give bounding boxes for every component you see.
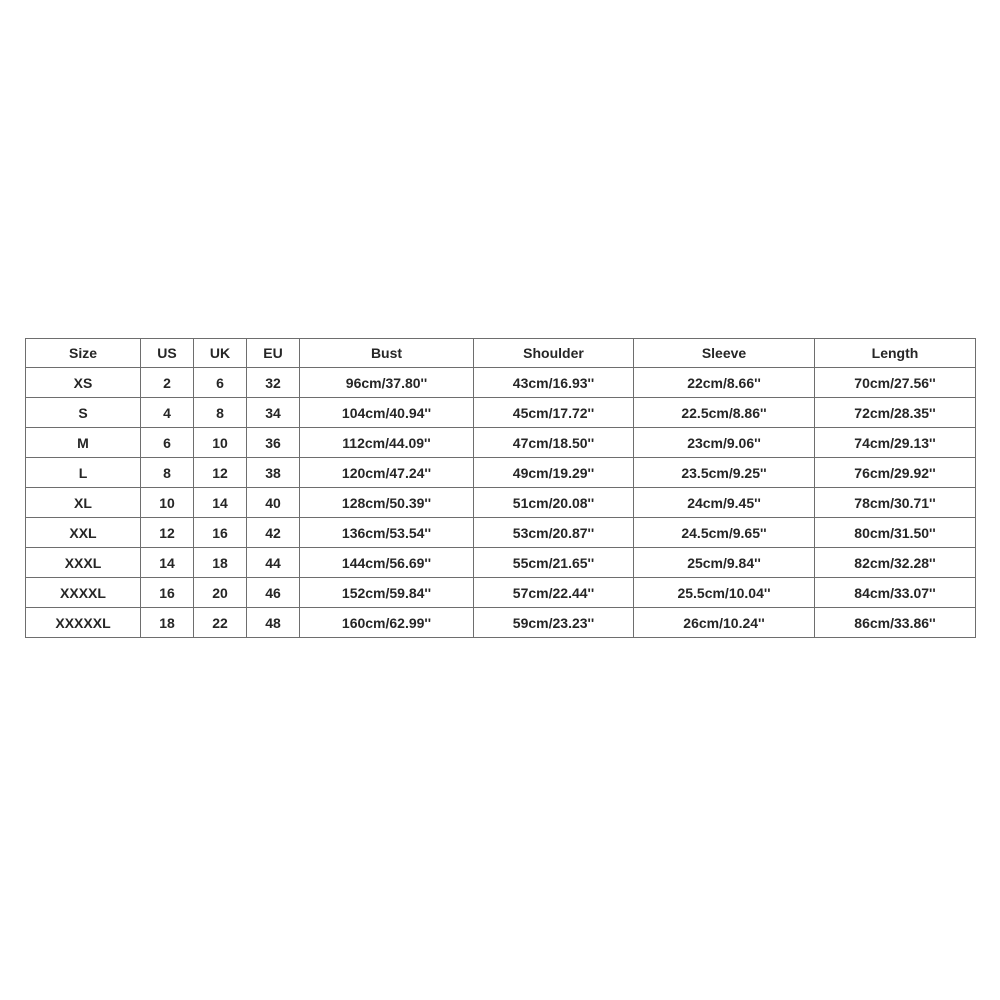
cell-sleeve: 26cm/10.24'' (634, 608, 815, 638)
cell-uk: 8 (194, 398, 247, 428)
cell-uk: 16 (194, 518, 247, 548)
cell-length: 84cm/33.07'' (815, 578, 976, 608)
cell-bust: 112cm/44.09'' (300, 428, 474, 458)
cell-length: 70cm/27.56'' (815, 368, 976, 398)
header-length: Length (815, 339, 976, 368)
cell-uk: 22 (194, 608, 247, 638)
cell-eu: 42 (247, 518, 300, 548)
cell-us: 2 (141, 368, 194, 398)
cell-size: S (26, 398, 141, 428)
table-row (26, 428, 976, 458)
header-bust: Bust (300, 339, 474, 368)
cell-uk: 12 (194, 458, 247, 488)
cell-size: XXXL (26, 548, 141, 578)
cell-sleeve: 22.5cm/8.86'' (634, 398, 815, 428)
cell-uk: 20 (194, 578, 247, 608)
cell-length: 74cm/29.13'' (815, 428, 976, 458)
cell-eu: 48 (247, 608, 300, 638)
table-row (26, 488, 976, 518)
cell-shoulder: 53cm/20.87'' (474, 518, 634, 548)
cell-sleeve: 23.5cm/9.25'' (634, 458, 815, 488)
header-sleeve: Sleeve (634, 339, 815, 368)
cell-eu: 32 (247, 368, 300, 398)
cell-sleeve: 23cm/9.06'' (634, 428, 815, 458)
cell-sleeve: 24cm/9.45'' (634, 488, 815, 518)
cell-size: XS (26, 368, 141, 398)
cell-bust: 136cm/53.54'' (300, 518, 474, 548)
cell-shoulder: 47cm/18.50'' (474, 428, 634, 458)
table-row (26, 458, 976, 488)
cell-shoulder: 57cm/22.44'' (474, 578, 634, 608)
cell-bust: 160cm/62.99'' (300, 608, 474, 638)
cell-bust: 144cm/56.69'' (300, 548, 474, 578)
cell-eu: 34 (247, 398, 300, 428)
cell-us: 16 (141, 578, 194, 608)
header-size: Size (26, 339, 141, 368)
cell-us: 18 (141, 608, 194, 638)
cell-size: XXXXL (26, 578, 141, 608)
cell-eu: 38 (247, 458, 300, 488)
cell-bust: 152cm/59.84'' (300, 578, 474, 608)
table-row (26, 578, 976, 608)
table-row (26, 518, 976, 548)
table-row (26, 548, 976, 578)
cell-eu: 44 (247, 548, 300, 578)
table-row (26, 608, 976, 638)
cell-shoulder: 49cm/19.29'' (474, 458, 634, 488)
header-eu: EU (247, 339, 300, 368)
table-body (26, 368, 976, 638)
cell-shoulder: 51cm/20.08'' (474, 488, 634, 518)
cell-uk: 18 (194, 548, 247, 578)
cell-us: 14 (141, 548, 194, 578)
cell-length: 76cm/29.92'' (815, 458, 976, 488)
cell-size: XL (26, 488, 141, 518)
cell-shoulder: 55cm/21.65'' (474, 548, 634, 578)
cell-length: 80cm/31.50'' (815, 518, 976, 548)
cell-eu: 36 (247, 428, 300, 458)
header-us: US (141, 339, 194, 368)
cell-sleeve: 25.5cm/10.04'' (634, 578, 815, 608)
cell-sleeve: 25cm/9.84'' (634, 548, 815, 578)
table-row (26, 368, 976, 398)
cell-bust: 104cm/40.94'' (300, 398, 474, 428)
cell-sleeve: 22cm/8.66'' (634, 368, 815, 398)
cell-shoulder: 45cm/17.72'' (474, 398, 634, 428)
cell-shoulder: 43cm/16.93'' (474, 368, 634, 398)
cell-size: L (26, 458, 141, 488)
table-header-row (26, 339, 976, 368)
size-chart-table (25, 338, 976, 638)
cell-size: XXL (26, 518, 141, 548)
cell-length: 72cm/28.35'' (815, 398, 976, 428)
cell-size: M (26, 428, 141, 458)
cell-uk: 10 (194, 428, 247, 458)
cell-uk: 6 (194, 368, 247, 398)
table-row (26, 398, 976, 428)
cell-bust: 96cm/37.80'' (300, 368, 474, 398)
cell-bust: 128cm/50.39'' (300, 488, 474, 518)
cell-shoulder: 59cm/23.23'' (474, 608, 634, 638)
cell-uk: 14 (194, 488, 247, 518)
cell-length: 78cm/30.71'' (815, 488, 976, 518)
cell-us: 4 (141, 398, 194, 428)
cell-length: 82cm/32.28'' (815, 548, 976, 578)
cell-us: 6 (141, 428, 194, 458)
cell-size: XXXXXL (26, 608, 141, 638)
header-shoulder: Shoulder (474, 339, 634, 368)
cell-sleeve: 24.5cm/9.65'' (634, 518, 815, 548)
cell-bust: 120cm/47.24'' (300, 458, 474, 488)
cell-us: 8 (141, 458, 194, 488)
cell-eu: 40 (247, 488, 300, 518)
cell-length: 86cm/33.86'' (815, 608, 976, 638)
cell-eu: 46 (247, 578, 300, 608)
header-uk: UK (194, 339, 247, 368)
cell-us: 10 (141, 488, 194, 518)
cell-us: 12 (141, 518, 194, 548)
